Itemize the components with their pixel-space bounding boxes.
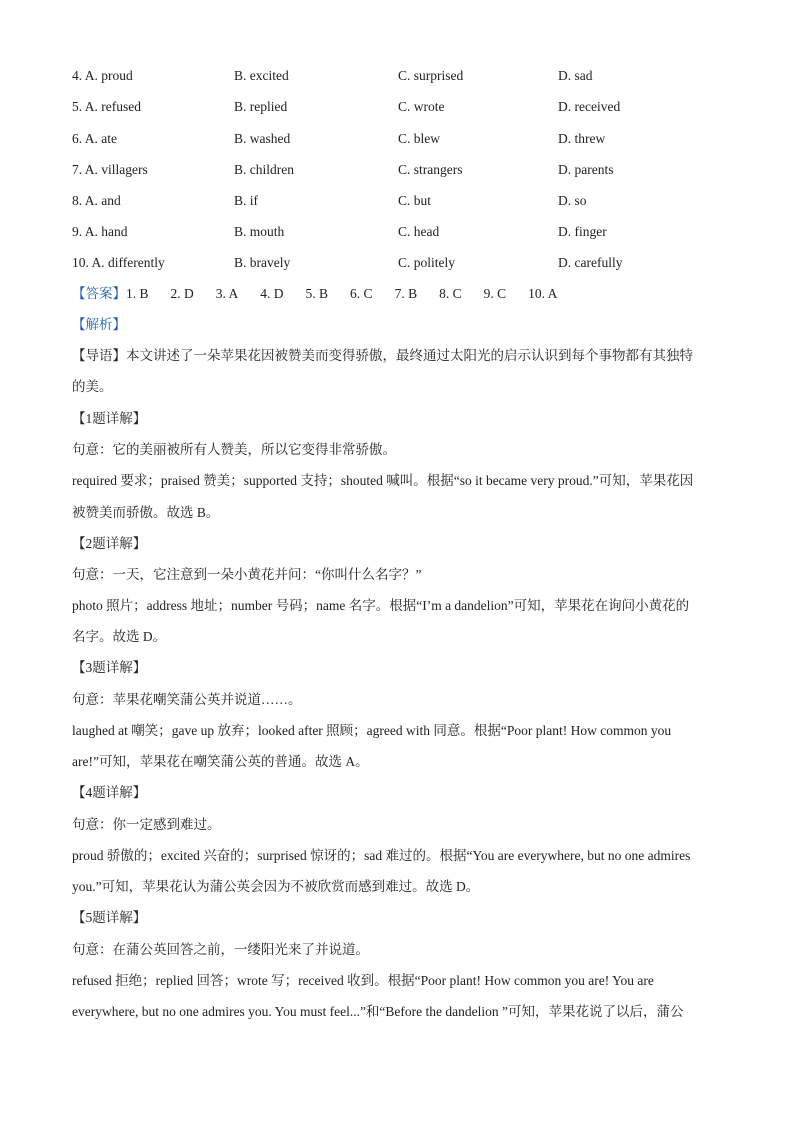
option-c: C. surprised xyxy=(398,68,464,83)
option-d: D. carefully xyxy=(558,255,623,270)
option-b: B. if xyxy=(234,193,259,208)
section-heading: 【5题详解】 xyxy=(72,910,147,925)
option-c: C. but xyxy=(398,193,432,208)
option-d: D. parents xyxy=(558,162,614,177)
answer-item: 2. D xyxy=(170,286,194,301)
explanation-line: you.”可知，苹果花认为蒲公英会因为不被欣赏而感到难过。故选 D。 xyxy=(72,879,480,894)
analysis-heading: 【解析】 xyxy=(72,317,126,332)
section-heading: 【1题详解】 xyxy=(72,411,147,426)
options-row-5 xyxy=(0,95,794,119)
option-a: 6. A. ate xyxy=(72,131,117,146)
sentence-meaning: 句意：它的美丽被所有人赞美，所以它变得非常骄傲。 xyxy=(72,442,396,457)
option-a: 10. A. differently xyxy=(72,255,165,270)
explanation-line: 被赞美而骄傲。故选 B。 xyxy=(72,505,220,520)
option-d: D. finger xyxy=(558,224,607,239)
options-row-8 xyxy=(0,189,794,213)
explanation-line: everywhere, but no one admires you. You must feel...”和“Before the dandelion ”可知，苹果花说了以后，蒲公 xyxy=(72,1004,684,1019)
option-b: B. bravely xyxy=(234,255,291,270)
explanation-line: 名字。故选 D。 xyxy=(72,629,167,644)
options-row-4 xyxy=(0,64,794,88)
answer-item: 1. B xyxy=(126,286,149,301)
answer-item: 4. D xyxy=(260,286,284,301)
option-a: 7. A. villagers xyxy=(72,162,148,177)
options-row-9 xyxy=(0,220,794,244)
answer-item: 3. A xyxy=(215,286,239,301)
sentence-meaning: 句意：你一定感到难过。 xyxy=(72,817,221,832)
option-a: 5. A. refused xyxy=(72,99,141,114)
option-c: C. politely xyxy=(398,255,455,270)
explanation-line: proud 骄傲的；excited 兴奋的；surprised 惊讶的；sad 难过的。根据“You are everywhere, but no one admires xyxy=(72,848,691,863)
option-c: C. wrote xyxy=(398,99,445,114)
option-d: D. so xyxy=(558,193,587,208)
option-c: C. head xyxy=(398,224,440,239)
intro-line: 【导语】本文讲述了一朵苹果花因被赞美而变得骄傲，最终通过太阳光的启示认识到每个事物都有其独特 xyxy=(72,348,693,363)
explanation-line: are!”可知，苹果花在嘲笑蒲公英的普通。故选 A。 xyxy=(72,754,369,769)
answer-item: 8. C xyxy=(439,286,462,301)
option-a: 9. A. hand xyxy=(72,224,128,239)
section-heading: 【2题详解】 xyxy=(72,536,147,551)
section-heading: 【4题详解】 xyxy=(72,785,147,800)
explanation-line: photo 照片；address 地址；number 号码；name 名字。根据“I’m a dandelion”可知，苹果花在询问小黄花的 xyxy=(72,598,690,613)
option-b: B. washed xyxy=(234,131,291,146)
intro-line: 的美。 xyxy=(72,379,113,394)
explanation-line: refused 拒绝；replied 回答；wrote 写；received 收到。根据“Poor plant! How common you are! You are xyxy=(72,973,654,988)
option-a: 8. A. and xyxy=(72,193,121,208)
explanation-line: laughed at 嘲笑；gave up 放弃；looked after 照顾；agreed with 同意。根据“Poor plant! How common you xyxy=(72,723,672,738)
options-row-7 xyxy=(0,158,794,182)
explanation-line: required 要求；praised 赞美；supported 支持；shouted 喊叫。根据“so it became very proud.”可知，苹果花因 xyxy=(72,473,694,488)
section-heading: 【3题详解】 xyxy=(72,660,147,675)
answer-label: 【答案】 xyxy=(72,286,126,301)
sentence-meaning: 句意：苹果花嘲笑蒲公英并说道……。 xyxy=(72,692,302,707)
answer-item: 10. A xyxy=(528,286,558,301)
option-d: D. sad xyxy=(558,68,593,83)
option-d: D. threw xyxy=(558,131,606,146)
option-c: C. blew xyxy=(398,131,440,146)
answer-item: 5. B xyxy=(305,286,329,301)
options-row-6 xyxy=(0,127,794,151)
sentence-meaning: 句意：一天，它注意到一朵小黄花并问：“你叫什么名字？” xyxy=(72,567,422,582)
sentence-meaning: 句意：在蒲公英回答之前，一缕阳光来了并说道。 xyxy=(72,942,369,957)
answer-key xyxy=(72,282,722,306)
options-row-10 xyxy=(0,251,794,275)
option-c: C. strangers xyxy=(398,162,463,177)
option-a: 4. A. proud xyxy=(72,68,133,83)
option-b: B. children xyxy=(234,162,294,177)
answer-item: 6. C xyxy=(350,286,373,301)
answer-item: 7. B xyxy=(394,286,418,301)
option-b: B. replied xyxy=(234,99,288,114)
option-b: B. mouth xyxy=(234,224,285,239)
option-b: B. excited xyxy=(234,68,289,83)
option-d: D. received xyxy=(558,99,621,114)
answer-item: 9. C xyxy=(483,286,507,301)
